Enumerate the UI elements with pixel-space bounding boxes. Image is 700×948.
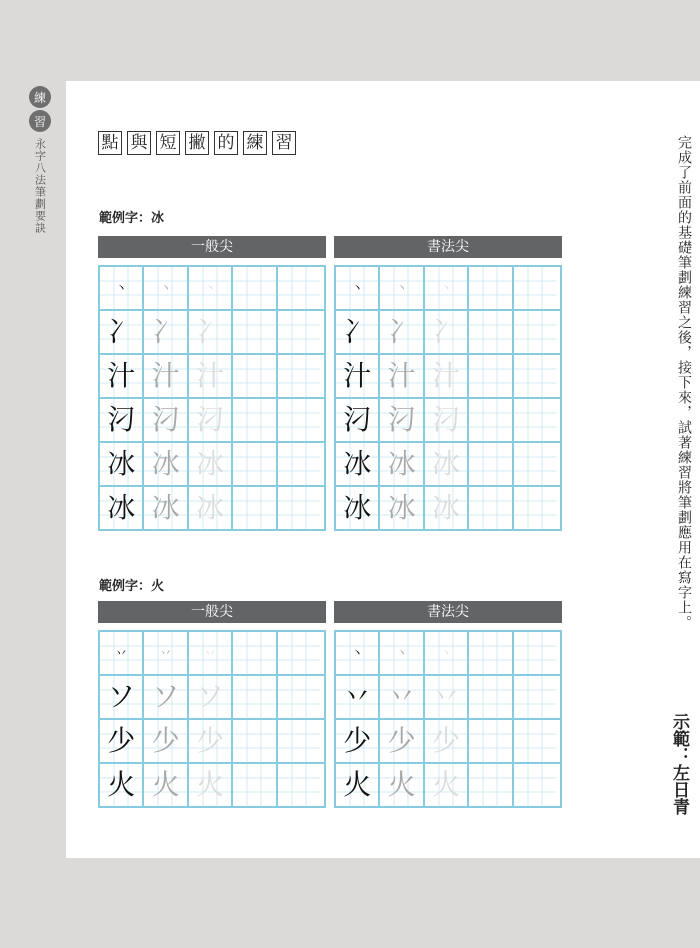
- grid-row: 冰 冰 冰: [100, 485, 324, 529]
- page: [66, 81, 700, 858]
- grid-row: 火 火 火: [100, 762, 324, 806]
- tab-badge-top: 練: [29, 86, 51, 108]
- practice-panel-general-fire: [98, 601, 326, 808]
- title-char: 點: [98, 131, 122, 155]
- grid-row: 冰 冰 冰: [100, 441, 324, 485]
- grid-row: 丶 丶 丶: [100, 267, 324, 309]
- grid-row: 冰 冰 冰: [336, 485, 560, 529]
- grid-row: 丶 丶 丶: [336, 632, 560, 674]
- side-tab: [25, 86, 55, 234]
- practice-grid: [334, 630, 562, 808]
- practice-panel-general-ice: [98, 236, 326, 531]
- practice-grid: [98, 265, 326, 531]
- demo-label: 示範：: [669, 713, 689, 764]
- demo-author: 左日青: [669, 764, 689, 815]
- example-label-fire: 範例字：火: [99, 579, 165, 594]
- grid-row: 汁 汁 汁: [336, 353, 560, 397]
- demo-credit: [667, 713, 692, 815]
- grid-row: 冫 冫 冫: [100, 309, 324, 353]
- title-char: 撇: [185, 131, 209, 155]
- page-title: [98, 131, 296, 155]
- grid-row: 火 火 火: [336, 762, 560, 806]
- panel-header: 書法尖: [334, 236, 562, 258]
- practice-panel-calligraphy-ice: [334, 236, 562, 531]
- instruction-note: 完成了前面的基礎筆劃練習之後，接下來，試著練習將筆劃應用在寫字上。: [676, 135, 692, 630]
- panel-header: 書法尖: [334, 601, 562, 623]
- chapter-tab-text: 永字八法筆劃要訣: [33, 138, 47, 234]
- grid-row: 冰 冰 冰: [336, 441, 560, 485]
- title-char: 習: [272, 131, 296, 155]
- title-char: 短: [156, 131, 180, 155]
- tab-badge-bottom: 習: [29, 110, 51, 132]
- grid-row: 汁 汁 汁: [100, 353, 324, 397]
- grid-row: 冫 冫 冫: [336, 309, 560, 353]
- panel-header: 一般尖: [98, 236, 326, 258]
- panel-header: 一般尖: [98, 601, 326, 623]
- grid-row: 汈 汈 汈: [100, 397, 324, 441]
- grid-row: 丷 丷 丷: [100, 632, 324, 674]
- practice-grid: [98, 630, 326, 808]
- title-char: 與: [127, 131, 151, 155]
- grid-row: 丶 丶 丶: [336, 267, 560, 309]
- practice-grid: [334, 265, 562, 531]
- grid-row: 丷 丷 丷: [336, 674, 560, 718]
- title-char: 的: [214, 131, 238, 155]
- title-char: 練: [243, 131, 267, 155]
- example-label-ice: 範例字：冰: [99, 211, 165, 226]
- grid-row: 汈 汈 汈: [336, 397, 560, 441]
- grid-row: 少 少 少: [336, 718, 560, 762]
- practice-panel-calligraphy-fire: [334, 601, 562, 808]
- grid-row: 少 少 少: [100, 718, 324, 762]
- grid-row: ソ ソ ソ: [100, 674, 324, 718]
